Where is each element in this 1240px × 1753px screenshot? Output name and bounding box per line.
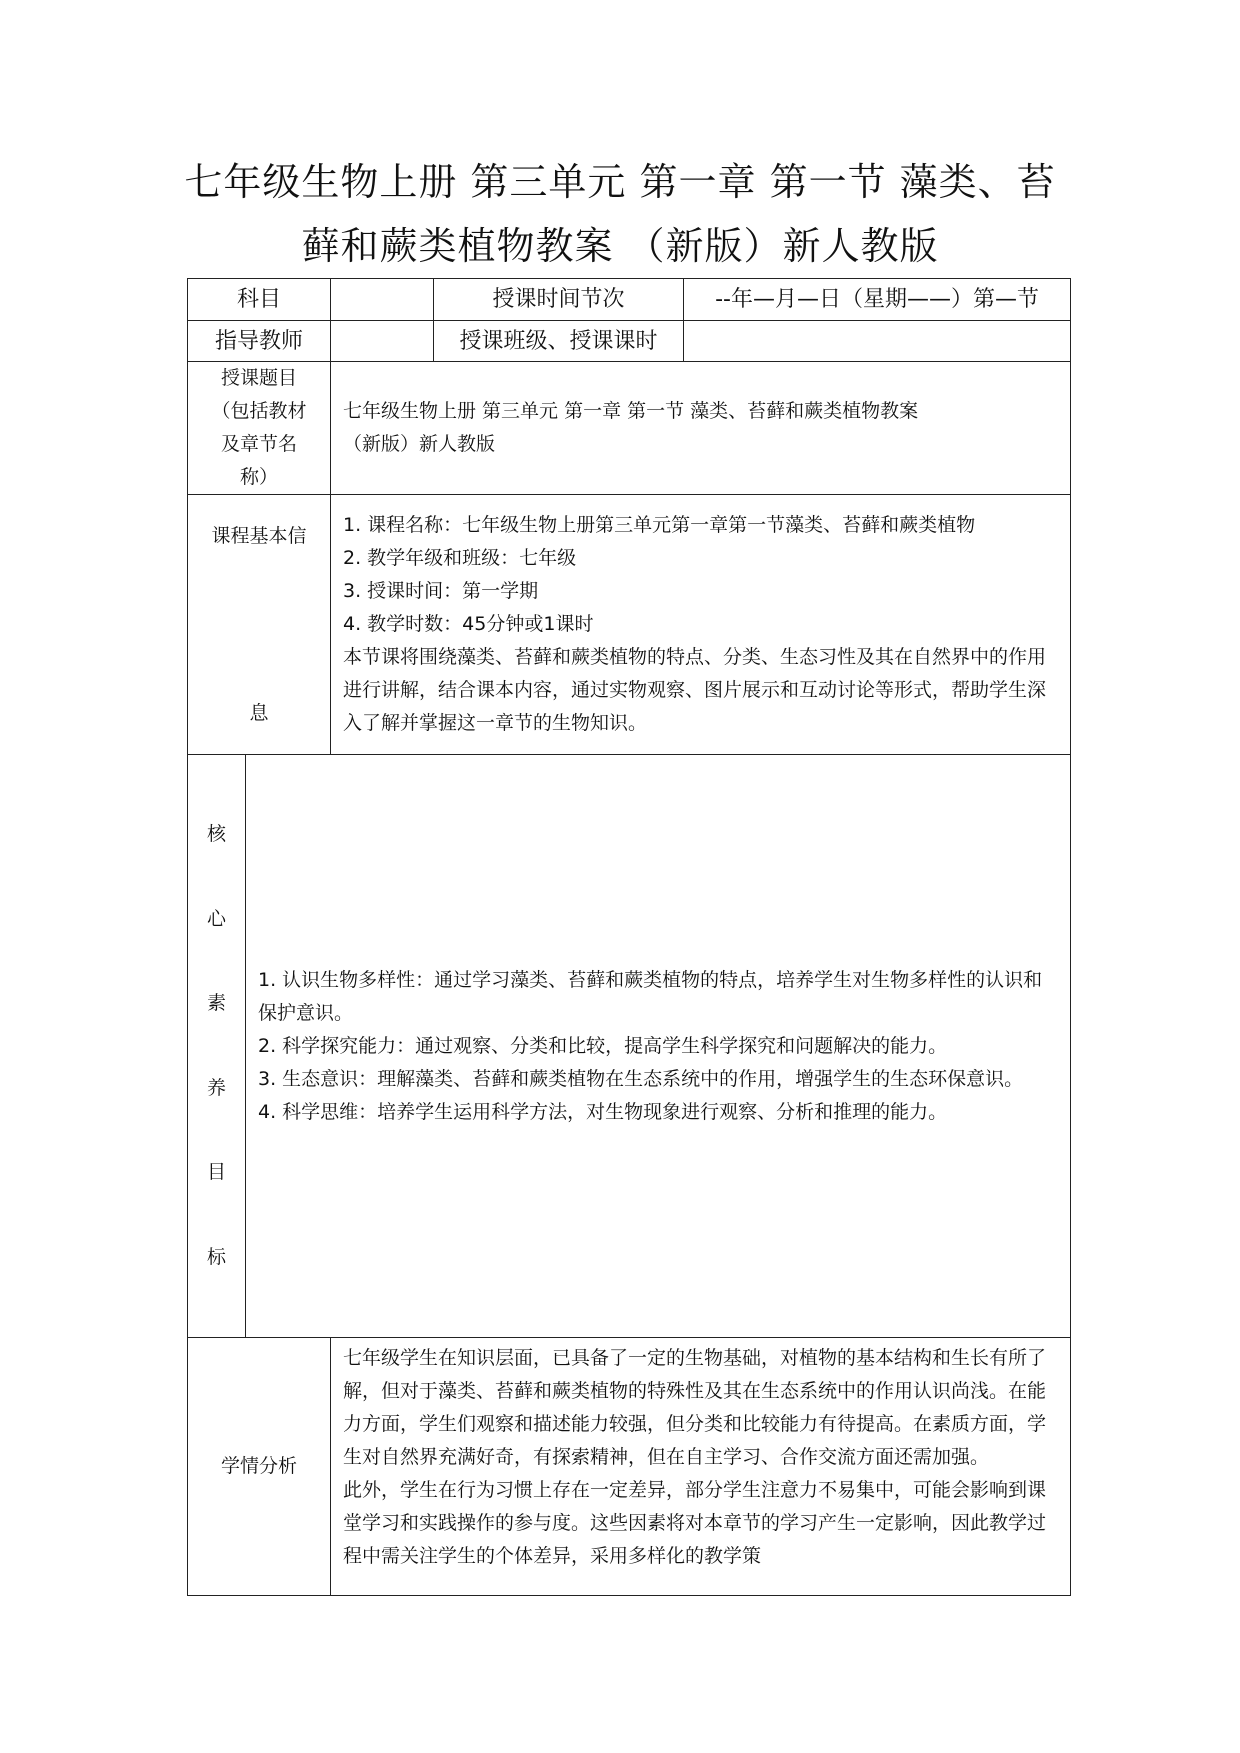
class-label: 授课班级、授课课时 bbox=[434, 321, 684, 362]
document-title bbox=[180, 150, 1060, 278]
basic-info-content bbox=[331, 495, 1071, 755]
analysis-paragraph: 此外，学生在行为习惯上存在一定差异，部分学生注意力不易集中，可能会影响到课堂学习和实践操作的参与度。这些因素将对本章节的学习产生一定影响，因此教学过程中需关注学生的个体差异，采用多样化的教学策 bbox=[343, 1479, 1047, 1567]
topic-label-line: 授课题目 bbox=[221, 367, 298, 389]
topic-label-line: 称） bbox=[240, 466, 279, 488]
basic-info-item: 4. 教学时数：45分钟或1课时 bbox=[343, 613, 594, 635]
row-subject bbox=[188, 279, 1071, 321]
subject-label: 科目 bbox=[188, 279, 331, 321]
core-item: 4. 科学思维：培养学生运用科学方法，对生物现象进行观察、分析和推理的能力。 bbox=[258, 1100, 948, 1123]
core-label-char: 养 bbox=[206, 1076, 226, 1099]
basic-info-item: 1. 课程名称：七年级生物上册第三单元第一章第一节藻类、苔藓和蕨类植物 bbox=[343, 514, 976, 536]
topic-label-line: （包括教材 bbox=[211, 400, 307, 422]
core-item: 3. 生态意识：理解藻类、苔藓和蕨类植物在生态系统中的作用，增强学生的生态环保意识。 bbox=[258, 1067, 1024, 1090]
time-value: --年—月—日（星期——）第—节 bbox=[684, 279, 1071, 321]
basic-info-item: 3. 授课时间：第一学期 bbox=[343, 580, 539, 602]
basic-info-label-top: 课程基本信 bbox=[211, 524, 307, 547]
topic-value-line: 七年级生物上册 第三单元 第一章 第一节 藻类、苔藓和蕨类植物教案 bbox=[343, 400, 919, 422]
basic-info-label-bottom: 息 bbox=[249, 701, 269, 724]
topic-value-line: （新版）新人教版 bbox=[343, 433, 496, 455]
core-item: 2. 科学探究能力：通过观察、分类和比较，提高学生科学探究和问题解决的能力。 bbox=[258, 1034, 948, 1057]
time-label: 授课时间节次 bbox=[434, 279, 684, 321]
basic-info-paragraph: 本节课将围绕藻类、苔藓和蕨类植物的特点、分类、生态习性及其在自然界中的作用进行讲解，结合课本内容，通过实物观察、图片展示和互动讨论等形式，帮助学生深入了解并掌握这一章节的生物知识。 bbox=[343, 646, 1047, 734]
row-topic bbox=[188, 362, 1071, 495]
teacher-value bbox=[331, 321, 434, 362]
core-label-char: 核 bbox=[206, 823, 226, 845]
basic-info-label bbox=[188, 495, 331, 755]
topic-label-line: 及章节名 bbox=[221, 433, 298, 455]
title-line-2: 藓和蕨类植物教案 （新版）新人教版 bbox=[301, 224, 939, 268]
title-line-1: 七年级生物上册 第三单元 第一章 第一节 藻类、苔 bbox=[184, 160, 1056, 204]
class-value bbox=[684, 321, 1071, 362]
lesson-plan-table bbox=[187, 278, 1071, 1596]
core-literacy-label bbox=[188, 755, 246, 1338]
core-label-char: 素 bbox=[206, 992, 226, 1015]
core-label-char: 目 bbox=[206, 1161, 226, 1184]
core-item: 1. 认识生物多样性：通过学习藻类、苔藓和蕨类植物的特点，培养学生对生物多样性的认识和保护意识。 bbox=[258, 968, 1043, 1024]
topic-value bbox=[331, 362, 1071, 495]
core-literacy-content bbox=[246, 755, 1071, 1338]
topic-label bbox=[188, 362, 331, 495]
analysis-label: 学情分析 bbox=[188, 1338, 331, 1596]
row-teacher bbox=[188, 321, 1071, 362]
basic-info-item: 2. 教学年级和班级：七年级 bbox=[343, 547, 577, 569]
row-student-analysis bbox=[188, 1338, 1071, 1596]
row-core-literacy bbox=[188, 755, 1071, 1338]
core-label-char: 标 bbox=[206, 1245, 226, 1268]
teacher-label: 指导教师 bbox=[188, 321, 331, 362]
analysis-paragraph: 七年级学生在知识层面，已具备了一定的生物基础，对植物的基本结构和生长有所了解，但对于藻类、苔藓和蕨类植物的特殊性及其在生态系统中的作用认识尚浅。在能力方面，学生们观察和描述能力较强，但分类和比较能力有待提高。在素质方面，学生对自然界充满好奇，有探索精神，但在自主学习、合作交流方面还需加强。 bbox=[343, 1347, 1047, 1468]
core-label-char: 心 bbox=[206, 907, 226, 930]
analysis-content bbox=[331, 1338, 1071, 1596]
row-basic-info bbox=[188, 495, 1071, 755]
subject-value bbox=[331, 279, 434, 321]
